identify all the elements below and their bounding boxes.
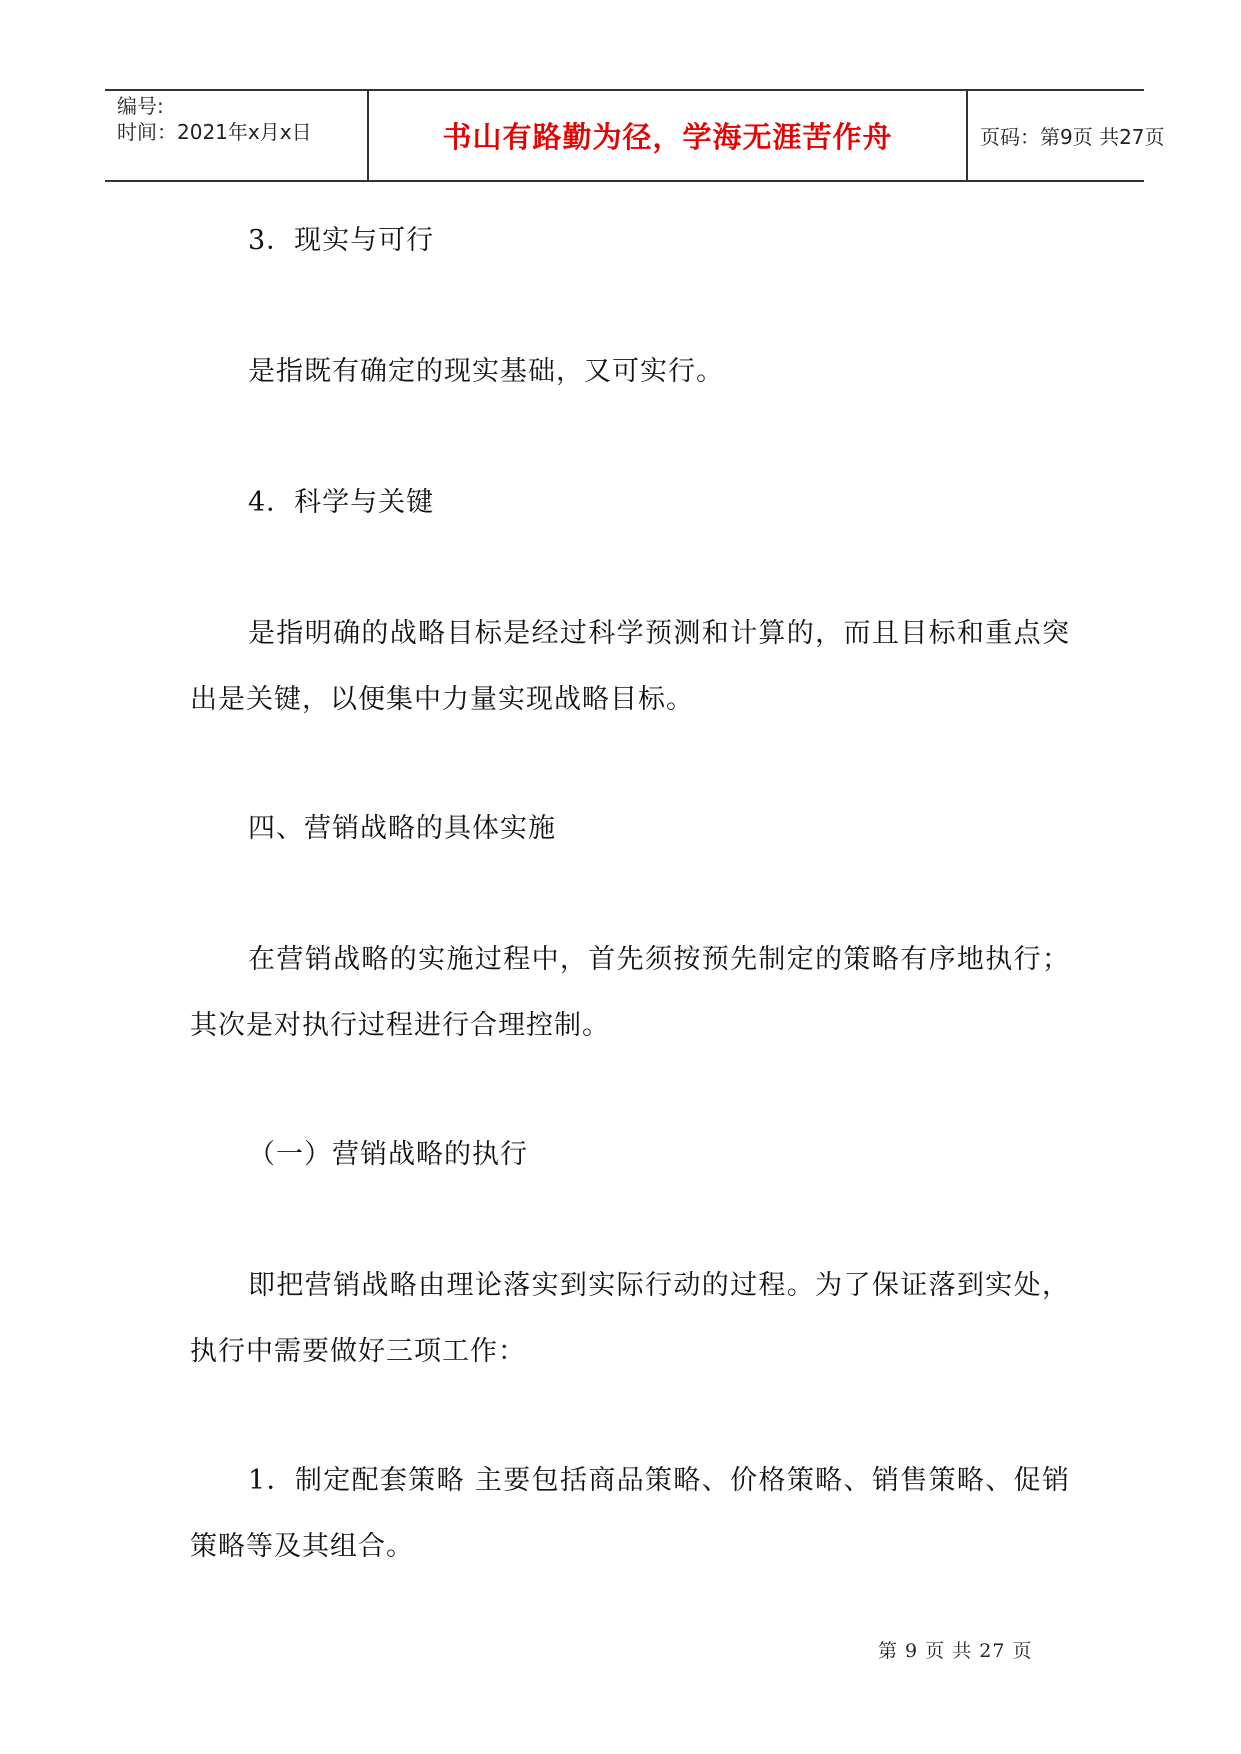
list-item: 1．制定配套策略 主要包括商品策略、价格策略、销售策略、促销策略等及其组合。 bbox=[190, 1465, 1070, 1562]
paragraph: 即把营销战略由理论落实到实际行动的过程。为了保证落到实处，执行中需要做好三项工作： bbox=[190, 1270, 1070, 1367]
subsection-heading-execution: （一）营销战略的执行 bbox=[248, 1139, 528, 1170]
heading-science-key: 4．科学与关键 bbox=[248, 487, 435, 518]
paragraph: 是指明确的战略目标是经过科学预测和计算的，而且目标和重点突出是关键，以便集中力量实现战略目标。 bbox=[190, 618, 1070, 715]
header-motto: 书山有路勤为径，学海无涯苦作舟 bbox=[442, 120, 893, 154]
page-header bbox=[105, 89, 1165, 182]
section-heading-implementation: 四、营销战略的具体实施 bbox=[248, 813, 556, 844]
page-footer: 第 9 页 共 27 页 bbox=[878, 1640, 1033, 1662]
heading-reality-feasibility: 3．现实与可行 bbox=[248, 225, 435, 256]
time-label: 时间：2021年x月x日 bbox=[117, 120, 312, 144]
paragraph: 在营销战略的实施过程中，首先须按预先制定的策略有序地执行；其次是对执行过程进行合理控制。 bbox=[190, 944, 1070, 1041]
serial-number-label: 编号: bbox=[117, 94, 164, 118]
header-page-label: 页码：第9页 共27页 bbox=[980, 125, 1165, 149]
header-meta bbox=[117, 93, 367, 145]
header-divider bbox=[966, 91, 968, 180]
paragraph: 是指既有确定的现实基础，又可实行。 bbox=[248, 356, 724, 387]
